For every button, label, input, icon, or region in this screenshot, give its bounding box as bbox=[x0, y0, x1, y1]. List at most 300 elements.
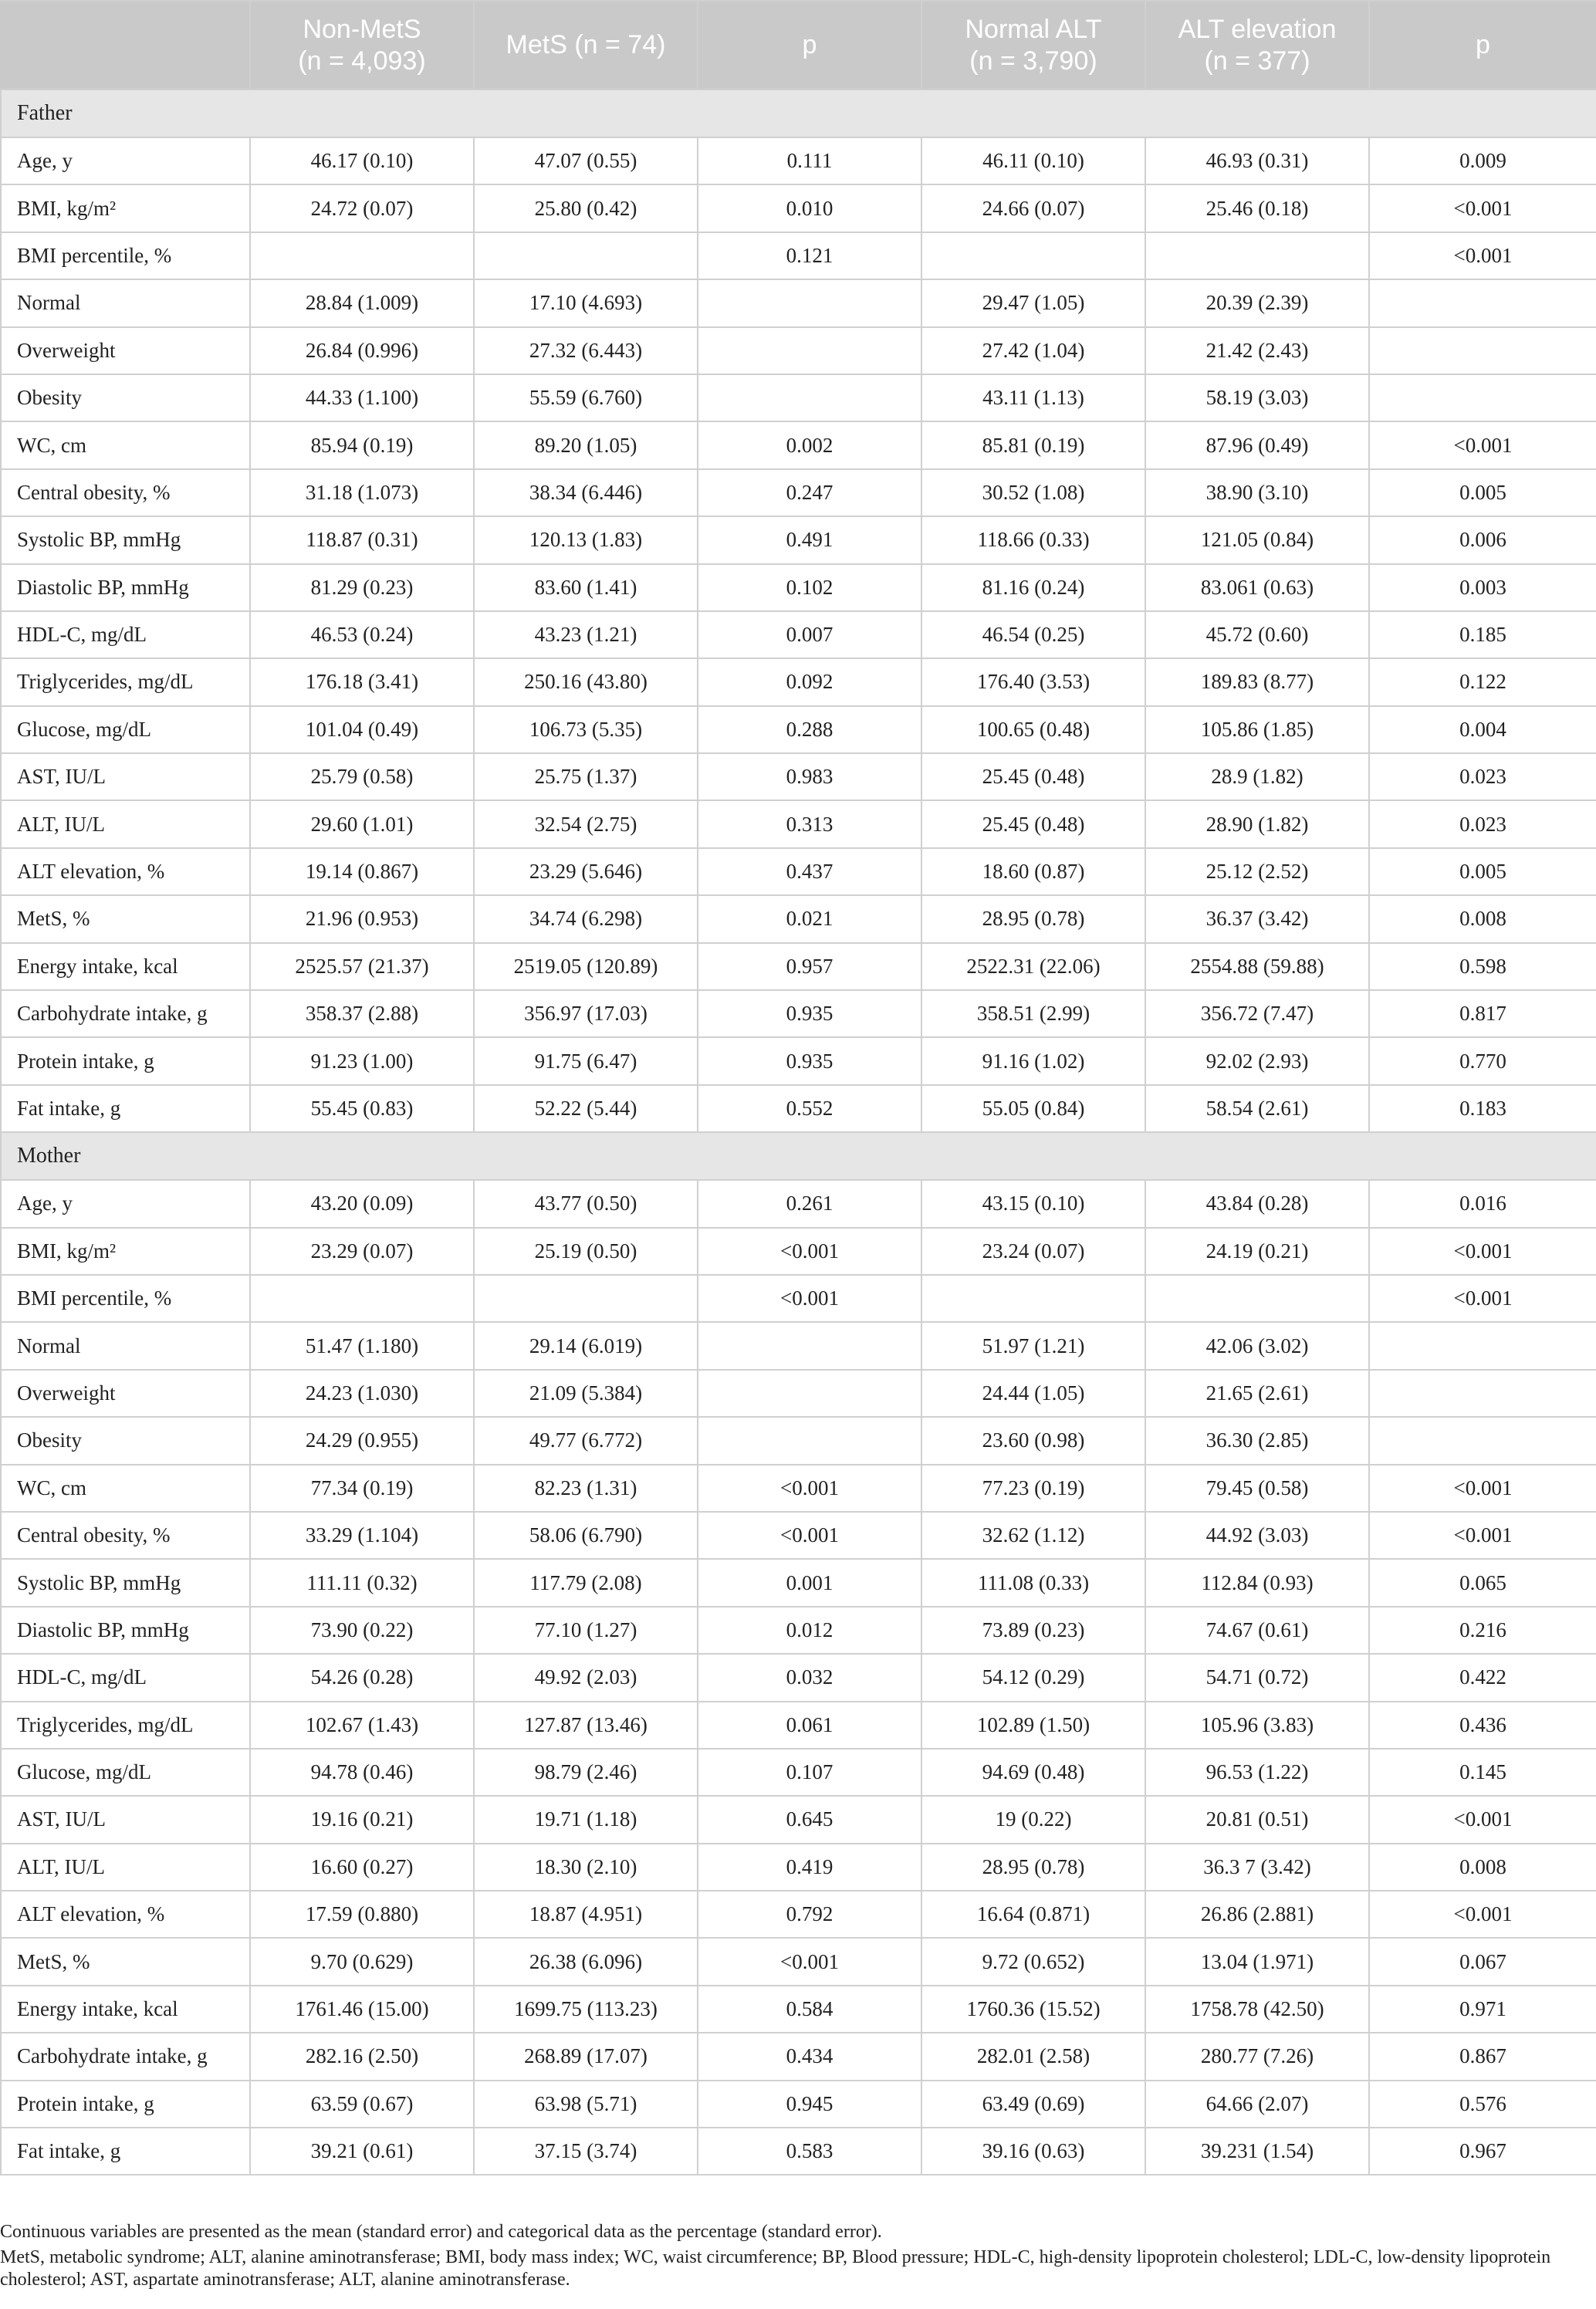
cell-alt-elevation: 58.19 (3.03) bbox=[1145, 374, 1369, 421]
cell-normal-alt: 73.89 (0.23) bbox=[921, 1607, 1145, 1654]
cell-p-mets: 0.645 bbox=[698, 1796, 921, 1843]
cell-variable: Central obesity, % bbox=[1, 469, 250, 516]
table-row bbox=[1, 374, 1596, 421]
cell-p-mets: 0.792 bbox=[698, 1891, 921, 1938]
table-row bbox=[1, 2128, 1596, 2175]
cell-variable: Fat intake, g bbox=[1, 2128, 250, 2175]
cell-normal-alt: 18.60 (0.87) bbox=[921, 848, 1145, 895]
cell-p-mets: 0.012 bbox=[698, 1607, 921, 1654]
cell-variable: WC, cm bbox=[1, 421, 250, 468]
cell-non-mets: 31.18 (1.073) bbox=[250, 469, 474, 516]
cell-non-mets: 24.23 (1.030) bbox=[250, 1370, 474, 1417]
cell-alt-elevation: 112.84 (0.93) bbox=[1145, 1559, 1369, 1606]
cell-non-mets: 282.16 (2.50) bbox=[250, 2033, 474, 2080]
cell-normal-alt: 19 (0.22) bbox=[921, 1796, 1145, 1843]
cell-non-mets: 94.78 (0.46) bbox=[250, 1749, 474, 1796]
cell-p-alt: 0.067 bbox=[1369, 1938, 1596, 1985]
cell-normal-alt: 23.60 (0.98) bbox=[921, 1417, 1145, 1464]
table-row bbox=[1, 611, 1596, 658]
cell-mets: 49.92 (2.03) bbox=[474, 1654, 698, 1701]
cell-p-alt: 0.185 bbox=[1369, 611, 1596, 658]
cell-normal-alt: 43.11 (1.13) bbox=[921, 374, 1145, 421]
cell-p-alt: <0.001 bbox=[1369, 1796, 1596, 1843]
table-row bbox=[1, 1228, 1596, 1275]
cell-alt-elevation: 105.96 (3.83) bbox=[1145, 1702, 1369, 1749]
cell-mets: 34.74 (6.298) bbox=[474, 895, 698, 942]
cell-alt-elevation: 43.84 (0.28) bbox=[1145, 1180, 1369, 1227]
cell-non-mets: 26.84 (0.996) bbox=[250, 327, 474, 374]
cell-mets: 55.59 (6.760) bbox=[474, 374, 698, 421]
cell-normal-alt: 55.05 (0.84) bbox=[921, 1085, 1145, 1132]
cell-alt-elevation: 25.46 (0.18) bbox=[1145, 184, 1369, 232]
cell-normal-alt: 111.08 (0.33) bbox=[921, 1559, 1145, 1606]
table-row bbox=[1, 895, 1596, 942]
cell-variable: Diastolic BP, mmHg bbox=[1, 1607, 250, 1654]
cell-variable: MetS, % bbox=[1, 895, 250, 942]
cell-mets: 82.23 (1.31) bbox=[474, 1465, 698, 1512]
cell-alt-elevation: 2554.88 (59.88) bbox=[1145, 943, 1369, 990]
cell-variable: BMI percentile, % bbox=[1, 1275, 250, 1322]
cell-variable: Normal bbox=[1, 279, 250, 326]
cell-mets: 26.38 (6.096) bbox=[474, 1938, 698, 1985]
cell-non-mets: 1761.46 (15.00) bbox=[250, 1986, 474, 2033]
cell-normal-alt bbox=[921, 1275, 1145, 1322]
cell-alt-elevation bbox=[1145, 232, 1369, 279]
cell-variable: Age, y bbox=[1, 137, 250, 184]
cell-alt-elevation: 58.54 (2.61) bbox=[1145, 1085, 1369, 1132]
cell-normal-alt bbox=[921, 232, 1145, 279]
cell-mets: 63.98 (5.71) bbox=[474, 2081, 698, 2128]
cell-variable: Triglycerides, mg/dL bbox=[1, 1702, 250, 1749]
cell-p-alt: <0.001 bbox=[1369, 1228, 1596, 1275]
cell-mets: 37.15 (3.74) bbox=[474, 2128, 698, 2175]
cell-mets: 106.73 (5.35) bbox=[474, 706, 698, 753]
cell-mets: 25.75 (1.37) bbox=[474, 753, 698, 800]
cell-p-mets: 0.935 bbox=[698, 990, 921, 1037]
cell-alt-elevation: 74.67 (0.61) bbox=[1145, 1607, 1369, 1654]
cell-p-mets: 0.121 bbox=[698, 232, 921, 279]
cell-alt-elevation: 28.90 (1.82) bbox=[1145, 800, 1369, 847]
cell-mets bbox=[474, 1275, 698, 1322]
cell-mets: 127.87 (13.46) bbox=[474, 1702, 698, 1749]
cell-p-alt: <0.001 bbox=[1369, 184, 1596, 232]
cell-variable: ALT, IU/L bbox=[1, 1844, 250, 1891]
cell-alt-elevation: 121.05 (0.84) bbox=[1145, 516, 1369, 563]
cell-mets: 58.06 (6.790) bbox=[474, 1512, 698, 1559]
cell-variable: ALT elevation, % bbox=[1, 1891, 250, 1938]
cell-mets: 18.87 (4.951) bbox=[474, 1891, 698, 1938]
cell-non-mets: 21.96 (0.953) bbox=[250, 895, 474, 942]
cell-alt-elevation: 189.83 (8.77) bbox=[1145, 658, 1369, 705]
cell-variable: Carbohydrate intake, g bbox=[1, 2033, 250, 2080]
cell-variable: Overweight bbox=[1, 1370, 250, 1417]
table-row bbox=[1, 2033, 1596, 2080]
cell-non-mets: 19.14 (0.867) bbox=[250, 848, 474, 895]
cell-p-alt: 0.005 bbox=[1369, 469, 1596, 516]
cell-p-alt: 0.817 bbox=[1369, 990, 1596, 1037]
cell-p-mets: 0.584 bbox=[698, 1986, 921, 2033]
cell-normal-alt: 91.16 (1.02) bbox=[921, 1037, 1145, 1084]
table-footnotes bbox=[0, 2221, 1590, 2291]
header-p-mets: p bbox=[698, 1, 921, 90]
cell-variable: Central obesity, % bbox=[1, 1512, 250, 1559]
cell-normal-alt: 23.24 (0.07) bbox=[921, 1228, 1145, 1275]
cell-normal-alt: 81.16 (0.24) bbox=[921, 564, 1145, 611]
cell-p-mets: 0.007 bbox=[698, 611, 921, 658]
cell-p-mets: 0.419 bbox=[698, 1844, 921, 1891]
table-row bbox=[1, 800, 1596, 847]
cell-mets: 356.97 (17.03) bbox=[474, 990, 698, 1037]
cell-alt-elevation: 38.90 (3.10) bbox=[1145, 469, 1369, 516]
cell-alt-elevation: 26.86 (2.881) bbox=[1145, 1891, 1369, 1938]
cell-non-mets: 17.59 (0.880) bbox=[250, 1891, 474, 1938]
cell-variable: Energy intake, kcal bbox=[1, 1986, 250, 2033]
cell-p-mets: 0.957 bbox=[698, 943, 921, 990]
cell-alt-elevation: 54.71 (0.72) bbox=[1145, 1654, 1369, 1701]
cell-p-alt: 0.023 bbox=[1369, 800, 1596, 847]
cell-variable: BMI percentile, % bbox=[1, 232, 250, 279]
header-non-mets: Non-MetS (n = 4,093) bbox=[250, 1, 474, 90]
cell-alt-elevation: 21.65 (2.61) bbox=[1145, 1370, 1369, 1417]
cell-p-mets: 0.001 bbox=[698, 1559, 921, 1606]
cell-non-mets: 118.87 (0.31) bbox=[250, 516, 474, 563]
cell-variable: Diastolic BP, mmHg bbox=[1, 564, 250, 611]
table-row bbox=[1, 1037, 1596, 1084]
cell-p-alt bbox=[1369, 327, 1596, 374]
cell-p-alt: <0.001 bbox=[1369, 232, 1596, 279]
cell-normal-alt: 118.66 (0.33) bbox=[921, 516, 1145, 563]
cell-normal-alt: 51.97 (1.21) bbox=[921, 1322, 1145, 1369]
cell-non-mets: 9.70 (0.629) bbox=[250, 1938, 474, 1985]
cell-p-mets: 0.491 bbox=[698, 516, 921, 563]
cell-p-alt: 0.009 bbox=[1369, 137, 1596, 184]
cell-normal-alt: 1760.36 (15.52) bbox=[921, 1986, 1145, 2033]
cell-p-alt: 0.145 bbox=[1369, 1749, 1596, 1796]
cell-p-mets: <0.001 bbox=[698, 1512, 921, 1559]
cell-normal-alt: 27.42 (1.04) bbox=[921, 327, 1145, 374]
cell-variable: Obesity bbox=[1, 1417, 250, 1464]
cell-normal-alt: 54.12 (0.29) bbox=[921, 1654, 1145, 1701]
cell-p-alt: <0.001 bbox=[1369, 1465, 1596, 1512]
cell-mets: 38.34 (6.446) bbox=[474, 469, 698, 516]
cell-p-alt: 0.006 bbox=[1369, 516, 1596, 563]
cell-normal-alt: 94.69 (0.48) bbox=[921, 1749, 1145, 1796]
cell-p-alt: 0.004 bbox=[1369, 706, 1596, 753]
cell-p-alt: 0.216 bbox=[1369, 1607, 1596, 1654]
cell-mets: 29.14 (6.019) bbox=[474, 1322, 698, 1369]
table-row bbox=[1, 1465, 1596, 1512]
table-row bbox=[1, 1702, 1596, 1749]
cell-non-mets bbox=[250, 1275, 474, 1322]
cell-variable: Obesity bbox=[1, 374, 250, 421]
cell-normal-alt: 63.49 (0.69) bbox=[921, 2081, 1145, 2128]
table-row bbox=[1, 1986, 1596, 2033]
cell-variable: ALT, IU/L bbox=[1, 800, 250, 847]
header-normal-alt: Normal ALT (n = 3,790) bbox=[921, 1, 1145, 90]
table-row bbox=[1, 1844, 1596, 1891]
cell-p-mets bbox=[698, 279, 921, 326]
table-row bbox=[1, 469, 1596, 516]
cell-p-alt: 0.023 bbox=[1369, 753, 1596, 800]
section-row-mother bbox=[1, 1132, 1596, 1180]
cell-normal-alt: 2522.31 (22.06) bbox=[921, 943, 1145, 990]
table-row bbox=[1, 706, 1596, 753]
cell-p-mets bbox=[698, 1417, 921, 1464]
cell-alt-elevation: 24.19 (0.21) bbox=[1145, 1228, 1369, 1275]
cell-variable: AST, IU/L bbox=[1, 1796, 250, 1843]
cell-variable: AST, IU/L bbox=[1, 753, 250, 800]
cell-p-mets bbox=[698, 1322, 921, 1369]
cell-variable: Overweight bbox=[1, 327, 250, 374]
cell-non-mets: 46.53 (0.24) bbox=[250, 611, 474, 658]
cell-non-mets: 44.33 (1.100) bbox=[250, 374, 474, 421]
cell-normal-alt: 85.81 (0.19) bbox=[921, 421, 1145, 468]
cell-alt-elevation: 87.96 (0.49) bbox=[1145, 421, 1369, 468]
cell-p-alt: 0.065 bbox=[1369, 1559, 1596, 1606]
cell-normal-alt: 9.72 (0.652) bbox=[921, 1938, 1145, 1985]
cell-normal-alt: 32.62 (1.12) bbox=[921, 1512, 1145, 1559]
cell-normal-alt: 282.01 (2.58) bbox=[921, 2033, 1145, 2080]
cell-p-mets: 0.092 bbox=[698, 658, 921, 705]
table-row bbox=[1, 1085, 1596, 1132]
cell-mets: 25.80 (0.42) bbox=[474, 184, 698, 232]
header-row bbox=[1, 1, 1596, 90]
cell-p-mets: 0.021 bbox=[698, 895, 921, 942]
cell-variable: HDL-C, mg/dL bbox=[1, 611, 250, 658]
table-row bbox=[1, 943, 1596, 990]
cell-alt-elevation: 64.66 (2.07) bbox=[1145, 2081, 1369, 2128]
header-variable bbox=[1, 1, 250, 90]
cell-alt-elevation bbox=[1145, 1275, 1369, 1322]
cell-mets: 250.16 (43.80) bbox=[474, 658, 698, 705]
cell-non-mets: 39.21 (0.61) bbox=[250, 2128, 474, 2175]
cell-p-alt: 0.008 bbox=[1369, 1844, 1596, 1891]
cell-mets: 120.13 (1.83) bbox=[474, 516, 698, 563]
table-row bbox=[1, 1370, 1596, 1417]
cell-mets: 25.19 (0.50) bbox=[474, 1228, 698, 1275]
cell-variable: Carbohydrate intake, g bbox=[1, 990, 250, 1037]
cell-non-mets: 25.79 (0.58) bbox=[250, 753, 474, 800]
table-row bbox=[1, 232, 1596, 279]
cell-mets: 117.79 (2.08) bbox=[474, 1559, 698, 1606]
cell-non-mets: 28.84 (1.009) bbox=[250, 279, 474, 326]
cell-p-alt bbox=[1369, 1322, 1596, 1369]
cell-non-mets: 63.59 (0.67) bbox=[250, 2081, 474, 2128]
cell-p-alt: 0.005 bbox=[1369, 848, 1596, 895]
table-row bbox=[1, 1749, 1596, 1796]
table-row bbox=[1, 1559, 1596, 1606]
cell-non-mets: 46.17 (0.10) bbox=[250, 137, 474, 184]
cell-mets: 19.71 (1.18) bbox=[474, 1796, 698, 1843]
table-row bbox=[1, 658, 1596, 705]
table-row bbox=[1, 1654, 1596, 1701]
cell-p-mets: <0.001 bbox=[698, 1465, 921, 1512]
cell-p-alt bbox=[1369, 1370, 1596, 1417]
cell-non-mets bbox=[250, 232, 474, 279]
cell-p-alt bbox=[1369, 374, 1596, 421]
cell-normal-alt: 102.89 (1.50) bbox=[921, 1702, 1145, 1749]
cell-p-mets: 0.935 bbox=[698, 1037, 921, 1084]
cell-variable: Protein intake, g bbox=[1, 1037, 250, 1084]
cell-non-mets: 19.16 (0.21) bbox=[250, 1796, 474, 1843]
table-row bbox=[1, 564, 1596, 611]
cell-alt-elevation: 44.92 (3.03) bbox=[1145, 1512, 1369, 1559]
table-row bbox=[1, 1322, 1596, 1369]
cell-p-alt: 0.122 bbox=[1369, 658, 1596, 705]
cell-p-mets: 0.002 bbox=[698, 421, 921, 468]
cell-p-mets: 0.288 bbox=[698, 706, 921, 753]
cell-p-mets: 0.434 bbox=[698, 2033, 921, 2080]
cell-p-alt: 0.003 bbox=[1369, 564, 1596, 611]
cell-p-alt: 0.422 bbox=[1369, 1654, 1596, 1701]
cell-p-mets: 0.061 bbox=[698, 1702, 921, 1749]
cell-non-mets: 101.04 (0.49) bbox=[250, 706, 474, 753]
cell-mets: 27.32 (6.443) bbox=[474, 327, 698, 374]
cell-p-mets: <0.001 bbox=[698, 1228, 921, 1275]
cell-mets: 52.22 (5.44) bbox=[474, 1085, 698, 1132]
cell-non-mets: 77.34 (0.19) bbox=[250, 1465, 474, 1512]
cell-p-mets: 0.247 bbox=[698, 469, 921, 516]
cell-alt-elevation: 36.30 (2.85) bbox=[1145, 1417, 1369, 1464]
cell-non-mets: 43.20 (0.09) bbox=[250, 1180, 474, 1227]
cell-mets: 17.10 (4.693) bbox=[474, 279, 698, 326]
cell-p-alt: 0.770 bbox=[1369, 1037, 1596, 1084]
cell-non-mets: 111.11 (0.32) bbox=[250, 1559, 474, 1606]
cell-normal-alt: 100.65 (0.48) bbox=[921, 706, 1145, 753]
cell-p-mets: 0.032 bbox=[698, 1654, 921, 1701]
cell-non-mets: 24.72 (0.07) bbox=[250, 184, 474, 232]
cell-p-mets: 0.261 bbox=[698, 1180, 921, 1227]
cell-p-alt: 0.867 bbox=[1369, 2033, 1596, 2080]
cell-p-alt: 0.598 bbox=[1369, 943, 1596, 990]
cell-alt-elevation: 1758.78 (42.50) bbox=[1145, 1986, 1369, 2033]
table-row bbox=[1, 1417, 1596, 1464]
cell-mets: 89.20 (1.05) bbox=[474, 421, 698, 468]
cell-mets: 49.77 (6.772) bbox=[474, 1417, 698, 1464]
header-mets: MetS (n = 74) bbox=[474, 1, 698, 90]
cell-p-alt bbox=[1369, 279, 1596, 326]
cell-variable: ALT elevation, % bbox=[1, 848, 250, 895]
cell-normal-alt: 176.40 (3.53) bbox=[921, 658, 1145, 705]
table-row bbox=[1, 1275, 1596, 1322]
cell-p-mets: 0.437 bbox=[698, 848, 921, 895]
cell-non-mets: 29.60 (1.01) bbox=[250, 800, 474, 847]
cell-alt-elevation: 45.72 (0.60) bbox=[1145, 611, 1369, 658]
cell-p-alt: <0.001 bbox=[1369, 421, 1596, 468]
table-row bbox=[1, 421, 1596, 468]
table-row bbox=[1, 2081, 1596, 2128]
cell-alt-elevation: 92.02 (2.93) bbox=[1145, 1037, 1369, 1084]
table-row bbox=[1, 753, 1596, 800]
cell-variable: Triglycerides, mg/dL bbox=[1, 658, 250, 705]
cell-alt-elevation: 280.77 (7.26) bbox=[1145, 2033, 1369, 2080]
cell-mets: 77.10 (1.27) bbox=[474, 1607, 698, 1654]
cell-variable: Energy intake, kcal bbox=[1, 943, 250, 990]
section-row-father bbox=[1, 90, 1596, 137]
cell-non-mets: 73.90 (0.22) bbox=[250, 1607, 474, 1654]
table-body bbox=[1, 90, 1596, 2175]
cell-p-alt bbox=[1369, 1417, 1596, 1464]
cell-mets: 43.23 (1.21) bbox=[474, 611, 698, 658]
cell-non-mets: 102.67 (1.43) bbox=[250, 1702, 474, 1749]
cell-p-alt: 0.576 bbox=[1369, 2081, 1596, 2128]
cell-p-mets: 0.313 bbox=[698, 800, 921, 847]
cell-normal-alt: 28.95 (0.78) bbox=[921, 895, 1145, 942]
cell-mets: 43.77 (0.50) bbox=[474, 1180, 698, 1227]
cell-mets: 91.75 (6.47) bbox=[474, 1037, 698, 1084]
cell-non-mets: 85.94 (0.19) bbox=[250, 421, 474, 468]
cell-non-mets: 24.29 (0.955) bbox=[250, 1417, 474, 1464]
cell-mets: 1699.75 (113.23) bbox=[474, 1986, 698, 2033]
table-row bbox=[1, 279, 1596, 326]
cell-variable: Glucose, mg/dL bbox=[1, 1749, 250, 1796]
cell-p-alt: 0.967 bbox=[1369, 2128, 1596, 2175]
cell-variable: Glucose, mg/dL bbox=[1, 706, 250, 753]
cell-alt-elevation: 356.72 (7.47) bbox=[1145, 990, 1369, 1037]
cell-alt-elevation: 28.9 (1.82) bbox=[1145, 753, 1369, 800]
table-row bbox=[1, 516, 1596, 563]
cell-non-mets: 2525.57 (21.37) bbox=[250, 943, 474, 990]
cell-variable: BMI, kg/m² bbox=[1, 184, 250, 232]
cell-p-alt: 0.436 bbox=[1369, 1702, 1596, 1749]
cell-normal-alt: 28.95 (0.78) bbox=[921, 1844, 1145, 1891]
cell-non-mets: 33.29 (1.104) bbox=[250, 1512, 474, 1559]
cell-p-mets bbox=[698, 1370, 921, 1417]
cell-non-mets: 91.23 (1.00) bbox=[250, 1037, 474, 1084]
cell-alt-elevation: 36.37 (3.42) bbox=[1145, 895, 1369, 942]
cell-p-mets: 0.111 bbox=[698, 137, 921, 184]
cell-normal-alt: 24.66 (0.07) bbox=[921, 184, 1145, 232]
cell-p-mets: 0.010 bbox=[698, 184, 921, 232]
table-row bbox=[1, 184, 1596, 232]
cell-variable: BMI, kg/m² bbox=[1, 1228, 250, 1275]
cell-normal-alt: 29.47 (1.05) bbox=[921, 279, 1145, 326]
cell-normal-alt: 24.44 (1.05) bbox=[921, 1370, 1145, 1417]
cell-mets: 18.30 (2.10) bbox=[474, 1844, 698, 1891]
cell-normal-alt: 46.54 (0.25) bbox=[921, 611, 1145, 658]
cell-non-mets: 51.47 (1.180) bbox=[250, 1322, 474, 1369]
cell-alt-elevation: 105.86 (1.85) bbox=[1145, 706, 1369, 753]
cell-mets: 23.29 (5.646) bbox=[474, 848, 698, 895]
table-row bbox=[1, 1938, 1596, 1985]
section-title: Father bbox=[1, 90, 1596, 137]
cell-non-mets: 358.37 (2.88) bbox=[250, 990, 474, 1037]
cell-p-mets: 0.983 bbox=[698, 753, 921, 800]
cell-alt-elevation: 36.3 7 (3.42) bbox=[1145, 1844, 1369, 1891]
table-row bbox=[1, 1180, 1596, 1227]
cell-p-mets: 0.945 bbox=[698, 2081, 921, 2128]
table-row bbox=[1, 1512, 1596, 1559]
header-p-alt: p bbox=[1369, 1, 1596, 90]
cell-variable: Systolic BP, mmHg bbox=[1, 516, 250, 563]
cell-mets: 47.07 (0.55) bbox=[474, 137, 698, 184]
cell-variable: HDL-C, mg/dL bbox=[1, 1654, 250, 1701]
table-row bbox=[1, 990, 1596, 1037]
cell-variable: Fat intake, g bbox=[1, 1085, 250, 1132]
cell-alt-elevation: 13.04 (1.971) bbox=[1145, 1938, 1369, 1985]
cell-mets: 98.79 (2.46) bbox=[474, 1749, 698, 1796]
cell-p-alt: <0.001 bbox=[1369, 1512, 1596, 1559]
table-row bbox=[1, 327, 1596, 374]
cell-variable: WC, cm bbox=[1, 1465, 250, 1512]
cell-normal-alt: 77.23 (0.19) bbox=[921, 1465, 1145, 1512]
table-row bbox=[1, 1891, 1596, 1938]
header-alt-elevation: ALT elevation (n = 377) bbox=[1145, 1, 1369, 90]
cell-normal-alt: 39.16 (0.63) bbox=[921, 2128, 1145, 2175]
cell-non-mets: 23.29 (0.07) bbox=[250, 1228, 474, 1275]
cell-p-mets bbox=[698, 374, 921, 421]
footnote-abbreviations: MetS, metabolic syndrome; ALT, alanine aminotransferase; BMI, body mass index; WC, waist circumference; BP, Blood pressure; HDL-C, high-density lipoprotein cholesterol; LDL-C, low-density lipoprotein cholesterol; AST, aspartate aminotransferase; ALT, alanine aminotransferase. bbox=[0, 2247, 1551, 2290]
